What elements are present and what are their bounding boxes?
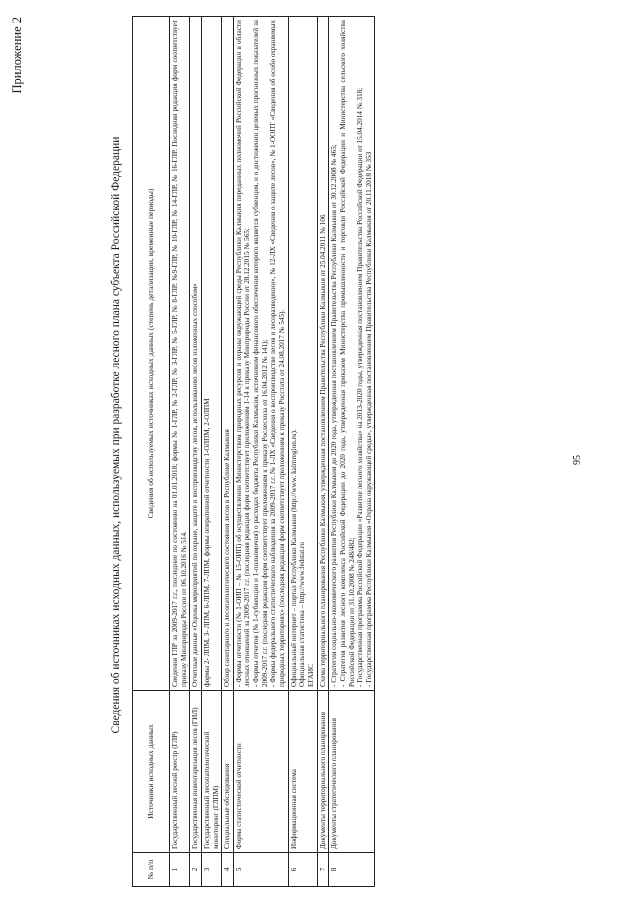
- table-row: [190, 17, 202, 887]
- info-line: Официальная статистика – http://www.fedstat.ru: [298, 541, 307, 687]
- info-line: - Государственная программа Российской Федерации «Развитие лесного хозяйства» на 2013-2020 годы, утвержденная постановлением Правительства Российской Федерации от 15.04.2014 № 318;: [356, 87, 365, 687]
- row-number: 8: [329, 853, 375, 887]
- source-cell: Форма статистической отчетности: [233, 691, 288, 853]
- info-cell: [190, 17, 202, 691]
- info-cell: [201, 17, 221, 691]
- info-cell: [329, 17, 375, 691]
- info-cell: [170, 17, 190, 691]
- info-cell: [233, 17, 288, 691]
- row-number: 3: [201, 853, 221, 887]
- source-cell: Специальные обследования: [222, 691, 234, 853]
- info-line: - Стратегия развития лесного комплекса Российской Федерации до 2020 года, утвержденная приказом Министерства промышленности и торговли Российской Федерации и Министерства сельского хозяйства Российской Федерации от 31.10.2008 № 248/482;: [338, 20, 356, 687]
- table-row: [233, 17, 288, 887]
- table-row: [201, 17, 221, 887]
- table-row: [288, 17, 317, 887]
- info-line: ЕГАИС: [306, 664, 315, 687]
- table-row: [170, 17, 190, 887]
- row-number: 5: [233, 853, 288, 887]
- row-number: 1: [170, 853, 190, 887]
- info-line: Официальный интернет – портал Республики Калмыкия (http://www. kalmregion.ru).: [289, 429, 298, 687]
- row-number: 2: [190, 853, 202, 887]
- header-num: № п/п: [133, 853, 170, 887]
- table-row: [329, 17, 375, 887]
- source-cell: Документы территориального планирования: [317, 691, 329, 853]
- info-line: - Государственная программа Республики Калмыкия «Охрана окружающей среды», утвержденная постановлением Правительства Республики Калмыкия от 20.11.2018 № 353: [364, 151, 373, 687]
- document-title: Сведения об источниках исходных данных, используемых при разработке лесного плана субъекта Российской Федерации: [110, 136, 122, 734]
- header-source: Источники исходных данных: [133, 691, 170, 853]
- source-cell: Государственный лесопатологический мониторинг (ГЛПМ): [201, 691, 221, 853]
- table-row: [222, 17, 234, 887]
- info-cell: [222, 17, 234, 691]
- info-cell: [288, 17, 317, 691]
- info-line: - Формы отчетности (№ 1-ОИП – № 15-ОИП) об осуществлении Министерством природных ресурсов и охраны окружающей среды Республики Калмыкия переданных полномочий Российской Федерации в области лесных отношений за 2009-2017 г.г. (последняя редакция форм соответствует приложениям 1-14 к приказу Минприроды России от 28.12.2015 № 565;: [234, 20, 252, 687]
- info-line: Отчетные данные «Оценка мероприятий по охране, защите и воспроизводству лесов, использованию лесов изложенных способом»: [191, 283, 200, 687]
- appendix-label: Приложение 2: [10, 17, 24, 94]
- table-row: [317, 17, 329, 887]
- row-number: 7: [317, 853, 329, 887]
- info-line: Сведения ГЛР за 2009-2017 г.г., последние по состоянию на 01.01.2018; формы № 1-ГЛР, № 2-ГЛР, № 3-ГЛР, № 5-ГЛР, № 8-ГЛР, №9-ГЛР, № 10-ГЛР, № 14-ГЛР, № 16-ГЛР. Последняя редакция форм соответствует приказу Минприроды России от 06.10.2016 № 514.: [171, 20, 188, 687]
- info-line: Обзор санитарного и лесопатологического состояния лесов в Республике Калмыкия: [223, 429, 232, 687]
- info-line: - Формы отчетов (№ 1-субвенции и 1-полномочия) о расходах бюджета Республики Калмыкия, источником финансового обеспечения которого является субвенция, и о достижении целевых прогнозных показателей за 2009-2017 г.г. (последняя редакция форм соответствует приложениям к приказу Рослесхоза от 16.04.2012 № 141);: [252, 20, 269, 687]
- source-cell: Государственная инвентаризация лесов (ГИЛ): [190, 691, 202, 853]
- info-cell: [317, 17, 329, 691]
- page-number: 95: [572, 455, 583, 465]
- table-body: [170, 17, 375, 887]
- info-line: - Формы федерального статистического наблюдения за 2009-2017 г.г. № 1-ЛХ «Сведения о воспроизводстве лесов и лесоразведении», № 12-ЛХ «Сведения о защите лесов», № 1-ООПТ «Сведения об особо охраняемых природных территориях» (последняя редакция форм соответствует приложениям к приказу Росстата от 24.08.2017 № 545).: [269, 20, 287, 687]
- row-number: 6: [288, 853, 317, 887]
- source-cell: Информационная система: [288, 691, 317, 853]
- sources-table: [132, 16, 375, 887]
- info-line: Схема территориального планирования Республики Калмыкия, утвержденная постановлением Правительства Республики Калмыкия от 25.04.2011 № 106: [318, 214, 327, 687]
- info-line: формы 2- ЛПМ, 3- ЛПМ, 6-ЛПМ, 7-ЛПМ, формы оперативной отчетности 1-ОЛПМ, 2-ОЛПМ: [202, 398, 211, 687]
- source-cell: Государственный лесной реестр (ГЛР): [170, 691, 190, 853]
- row-number: 4: [222, 853, 234, 887]
- table-header-row: [133, 17, 170, 887]
- header-info: Сведения об используемых источниках исходных данных (степень детализации, временные периоды): [133, 17, 170, 691]
- source-cell: Документы стратегического планирования: [329, 691, 375, 853]
- info-line: - Стратегия социально-экономического развития Республики Калмыкия до 2020 года, утвержденная постановлением Правительства Республики Калмыкия от 30.12.2008 № 465;: [330, 144, 339, 687]
